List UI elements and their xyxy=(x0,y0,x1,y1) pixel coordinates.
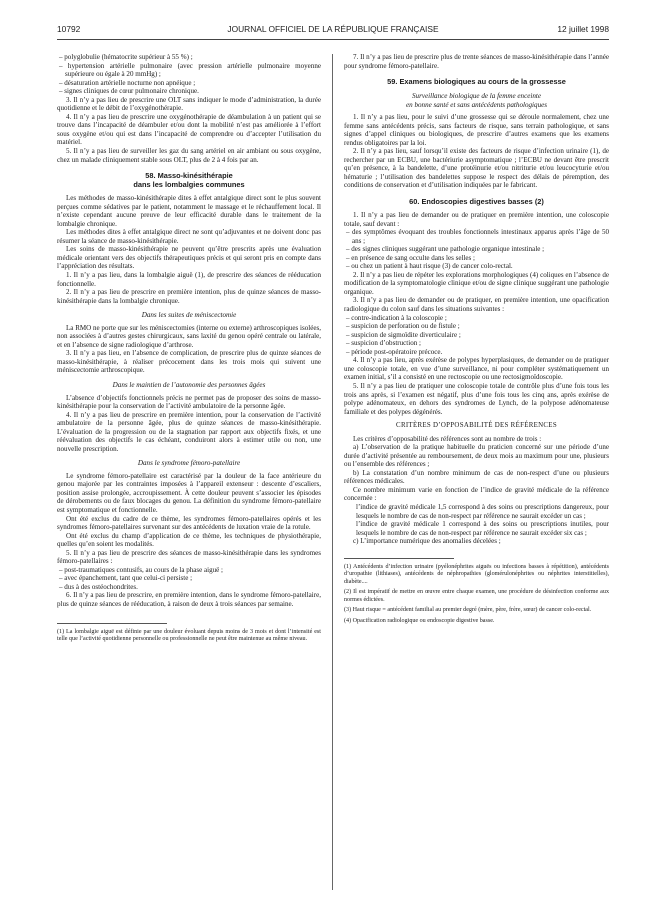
criteria-heading: CRITÈRES D’OPPOSABILITÉ DES RÉFÉRENCES xyxy=(396,422,557,430)
footnote: (2) Il est impératif de mettre en œuvre entre chaque examen, une procédure de désinfection conforme aux normes édictées. xyxy=(344,589,609,603)
paragraph: Les soins de masso-kinésithérapie ne peuvent qu’être prescrits après une évaluation médicale orientant vers des objectifs thérapeutiques précis et qui seront pris en compte dans l’appréciation des résultats. xyxy=(57,245,321,271)
subsection-heading: Dans le syndrome fémoro-patellaire xyxy=(137,459,241,468)
paragraph: 7. Il n’y a pas lieu de prescrire plus de trente séances de masso-kinésithérapie dans l’année pour syndrome fémoro-patellaire. xyxy=(344,53,609,70)
list-item: – période post-opératoire précoce. xyxy=(346,347,443,356)
list-item: – suspicion de sigmoïdite diverticulaire ; xyxy=(346,330,461,339)
section-heading-58 xyxy=(57,171,321,189)
paragraph: c) L’importance numérique des anomalies décelées ; xyxy=(353,537,501,546)
list-item: – suspicion d’obstruction ; xyxy=(346,339,421,348)
paragraph: 6. Il n’y a pas lieu de prescrire, en première intention, dans le syndrome fémoro-patellaire, plus de quinze séances de rééducation, à raison de deux à trois séances par semaine. xyxy=(57,591,321,609)
paragraph: Ont été exclus du champ d’application de ce thème, les techniques de physiothérapie, quelles qu’en soient les modalités. xyxy=(57,531,321,549)
paragraph: La RMO ne porte que sur les méniscectomies (interne ou externe) arthroscopiques isolées, non associées à d’autres gestes chirurgicaux, sans laxité du genou opéré centrale ou latérale, et en l’absence de signe radiologique d’arthrose. xyxy=(57,323,321,349)
paragraph: Les critères d’opposabilité des références sont au nombre de trois : xyxy=(353,434,542,443)
paragraph: b) La constatation d’un nombre minimum de cas de non-respect d’une ou plusieurs références médicales. xyxy=(344,468,609,486)
paragraph: a) L’observation de la pratique habituelle du praticien concerné sur une période d’une durée d’activité présentée au remboursement, de deux mois au maximum pour une, plusieurs ou l’ensemble des références ; xyxy=(344,443,609,469)
footnotes xyxy=(57,629,321,644)
paragraph: 5. Il n’y a pas lieu de pratiquer une coloscopie totale de contrôle plus d’une fois tous les trois ans après, si l’examen est négatif, plus d’une fois tous les cinq ans, après exérèse de polype adénomateux, en dehors des syndromes de Lynch, de la polypose adénomateuse familiale et des polypes dégénérés. xyxy=(344,381,609,416)
list-item: – suspicion de perforation ou de fistule ; xyxy=(346,322,460,331)
subsection-heading: Dans les suites de méniscectomie xyxy=(141,311,237,320)
paragraph: Le syndrome fémoro-patellaire est caractérisé par la douleur de la face antérieure du genou majorée par les contraintes imposées à l’appareil extenseur : descente d’escaliers, position assise prolongée, accroupissement. À cette douleur peuvent s’associer les épisodes de dérobements ou de faux blocages du genou. La définition du syndrome fémoro-patellaire est symptomatique et fonctionnelle. xyxy=(57,471,321,515)
journal-title: JOURNAL OFFICIEL DE LA RÉPUBLIQUE FRANÇAISE xyxy=(227,24,439,34)
paragraph: 3. Il n’y a pas lieu, en l’absence de complication, de prescrire plus de quinze séances de masso-kinésithérapie, à réaliser précocement dans les trois mois qui suivent une méniscectomie arthroscopique. xyxy=(57,349,321,375)
list-item: – polyglobulie (hématocrite supérieur à 55 %) ; xyxy=(59,53,193,61)
paragraph: 3. Il n’y a pas lieu de demander ou de pratiquer, en première intention, une opacification radiologique du colon sauf dans les situations suivantes : xyxy=(344,296,609,314)
column-divider xyxy=(332,54,333,890)
list-item: l’indice de gravité médicale 1 correspond à des soins ou prescriptions inutiles, pour lesquels le nombre de cas de non-respect par référence ne saurait excéder six cas ; xyxy=(356,520,609,537)
paragraph: 4. Il n’y a pas lieu de prescrire une oxygénothérapie de déambulation à un patient qui se trouve dans l’incapacité de déambuler et/ou dont la mobilité n’est pas améliorée à l’effort sous oxygène et/ou qui est dans l’incapacité de comprendre ou d’accepter l’utilisation du matériel. xyxy=(57,112,321,147)
list-item: – des signes cliniques suggérant une pathologie organique intestinale ; xyxy=(346,245,545,254)
paragraph: Les méthodes de masso-kinésithérapie dites à effet antalgique direct sont le plus souvent perçues comme sédatives par le patient, notamment le massage et le réchauffement local. Il n’existe cependant aucune preuve de leur efficacité durable dans le traitement de la lombalgie chronique. xyxy=(57,194,321,228)
subsection-heading: Dans le maintien de l’autonomie des personnes âgées xyxy=(112,381,266,389)
subsection-heading-line: en bonne santé et sans antécédents pathologiques xyxy=(405,100,548,109)
footnote-rule xyxy=(57,623,167,624)
section-heading-60: 60. Endoscopies digestives basses (2) xyxy=(409,197,544,207)
list-item: – ou chez un patient à haut risque (3) de cancer colo-rectal. xyxy=(346,262,513,271)
left-column xyxy=(57,53,321,644)
footnotes xyxy=(344,564,609,626)
list-item: – avec épanchement, tant que celui-ci persiste ; xyxy=(59,574,193,583)
paragraph: 1. Il n’y a pas lieu, pour le suivi d’une grossesse qui se déroule normalement, chez une femme sans antécédents précis, sans facteurs de risque, sans terrain pathologique, et sans signes d’appel cliniques ou biologiques, de prescrire d’autres examens que les examens rendus obligatoires par la loi. xyxy=(344,113,609,147)
section-heading-line: 58. Masso-kinésithérapie xyxy=(145,171,233,181)
header-rule xyxy=(57,39,609,40)
paragraph: 2. Il n’y a pas lieu, sauf lorsqu’il existe des facteurs de risque d’infection urinaire (1), de rechercher par un ECBU, une bactériurie asymptomatique ; l’ECBU ne devant être prescrit qu’en présence, à la bandelette, d’une protéinurie et/ou nitriturie et/ou leucocyturie et/ou hématurie ; l’utilisation des bandelettes suppose le respect des délais de péremption, des conditions de conservation et d’utilisation indiquées par le fabricant. xyxy=(344,147,609,190)
paragraph: Les méthodes dites à effet antalgique direct ne sont qu’adjuvantes et ne doivent donc pas résumer la séance de masso-kinésithérapie. xyxy=(57,228,321,245)
footnote: (3) Haut risque = antécédent familial au premier degré (mère, père, frère, sœur) de cancer colo-rectal. xyxy=(344,607,592,614)
paragraph: 4. Il n’y a pas lieu de prescrire en première intention, pour la conservation de l’activité ambulatoire de la personne âgée, plus de quinze séances de masso-kinésithérapie. L’évaluation de la progression ou de la stagnation par rapport aux objectifs fixés, et une réévaluation des objectifs le cas échéant, conduiront alors à estimer utile ou non, une nouvelle prescription. xyxy=(57,410,321,453)
footnote: (1) La lombalgie aiguë est définie par une douleur évoluant depuis moins de 3 mois et dont l’intensité est telle que l’activité quotidienne personnelle ou professionnelle ne peut être maintenue au même niveau. xyxy=(57,628,321,643)
footnote: (4) Opacification radiologique ou endoscopie digestive basse. xyxy=(344,617,495,624)
paragraph: 5. Il n’y a pas lieu de prescrire des séances de masso-kinésithérapie dans les syndromes fémoro-patellaires : xyxy=(57,548,321,566)
paragraph: Ce nombre minimum varie en fonction de l’indice de gravité médicale de la référence concernée : xyxy=(344,485,609,503)
paragraph: 1. Il n’y a pas lieu de demander ou de pratiquer en première intention, une coloscopie totale, sauf devant : xyxy=(344,211,609,228)
list-item: – des symptômes évoquant des troubles fonctionnels intestinaux apparus après l’âge de 50 ans ; xyxy=(346,228,609,245)
page-header xyxy=(57,24,609,38)
paragraph: 5. Il n’y a pas lieu de surveiller les gaz du sang artériel en air ambiant ou sous oxygène, chez un malade cliniquement stable sous OLT, plus de 2 à 4 fois par an. xyxy=(57,147,321,164)
paragraph: 4. Il n’y a pas lieu, après exérèse de polypes hyperplasiques, de demander ou de pratiquer une coloscopie totale, en vue d’une surveillance, ni pour compléter systématiquement un examen initial, s’il a consisté en une rectoscopie ou une rectosigmoïdoscopie. xyxy=(344,356,609,382)
paragraph: Ont été exclus du cadre de ce thème, les syndromes fémoro-patellaires opérés et les syndromes fémoro-patellaires survenant sur des antécédents de luxation vraie de la rotule. xyxy=(57,514,321,532)
list-item: – dus à des ostéochondrites. xyxy=(59,582,138,591)
publication-date: 12 juillet 1998 xyxy=(557,24,609,34)
right-column xyxy=(344,53,609,625)
list-item: – contre-indication à la coloscopie ; xyxy=(346,313,447,322)
paragraph: 2. Il n’y a pas lieu de répéter les explorations morphologiques (4) coliques en l’absence de modification de la symptomatologie clinique et/ou de signe clinique suggérant une pathologie organique. xyxy=(344,270,609,296)
list-item: – hypertension artérielle pulmonaire (avec pression artérielle pulmonaire moyenne supérieure ou égale à 20 mmHg) ; xyxy=(59,61,321,79)
list-item: – signes cliniques de cœur pulmonaire chronique. xyxy=(59,87,199,96)
subsection-heading-line: Surveillance biologique de la femme enceinte xyxy=(411,92,542,101)
footnote-rule xyxy=(344,558,454,559)
list-item: – post-traumatiques contusifs, au cours de la phase aiguë ; xyxy=(59,565,223,574)
paragraph: 3. Il n’y a pas lieu de prescrire une OLT sans indiquer le mode d’administration, la durée quotidienne et le débit de l’oxygénothérapie. xyxy=(57,95,321,113)
paragraph: 1. Il n’y a pas lieu, dans la lombalgie aiguë (1), de prescrire des séances de rééducation fonctionnelle. xyxy=(57,271,321,288)
list-item: – en présence de sang occulte dans les selles ; xyxy=(346,253,475,262)
section-heading-line: dans les lombalgies communes xyxy=(133,180,245,190)
paragraph: 2. Il n’y a pas lieu de prescrire en première intention, plus de quinze séances de masso-kinésithérapie dans la lombalgie chronique. xyxy=(57,288,321,305)
footnote: (1) Antécédents d’infection urinaire (pyélonéphrites aiguës ou infections basses à répétition), antécédents d’uropathie (lithiases), antécédents de néphropathies (glomérulonéphrites ou néphrites interstitielles), diabète.... xyxy=(344,563,609,585)
list-item: l’indice de gravité médicale 1,5 correspond à des soins ou prescriptions dangereux, pour lesquels le nombre de cas de non-respect par référence ne saurait excéder un cas ; xyxy=(356,503,609,520)
paragraph: L’absence d’objectifs fonctionnels précis ne permet pas de proposer des soins de masso-kinésithérapie pour la conservation de l’activité ambulatoire de la personne âgée. xyxy=(57,393,321,411)
subsection-heading xyxy=(344,92,609,109)
section-heading-59: 59. Examens biologiques au cours de la grossesse xyxy=(387,77,566,87)
page-number: 10792 xyxy=(57,24,81,34)
list-item: – désaturation artérielle nocturne non apnéique ; xyxy=(59,78,196,87)
